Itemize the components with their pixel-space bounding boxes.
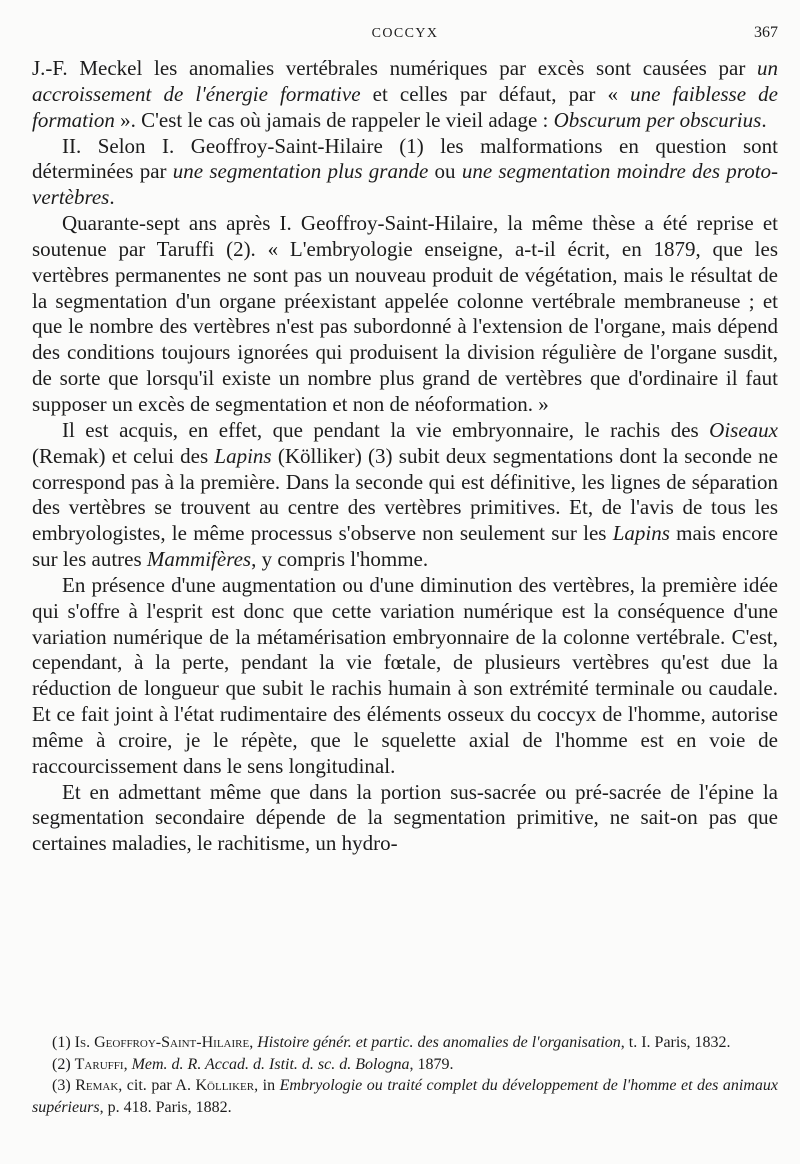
footnote [32, 1075, 778, 1118]
italic-text: Embryologie ou traité complet du développement de l'homme et des animaux supérieurs [32, 1077, 779, 1116]
author-name: Taruffi [74, 1055, 124, 1073]
running-head [32, 22, 778, 46]
paragraph [32, 418, 778, 573]
italic-text: Lapins [214, 443, 272, 468]
author-name: Is. Geoffroy-Saint-Hilaire [74, 1034, 250, 1051]
footnotes [32, 1032, 778, 1118]
text-run: J.-F. Meckel les anomalies vertébrales numériques par excès sont causées par [32, 56, 757, 80]
paragraph [32, 211, 778, 418]
author-name: Remak [75, 1077, 119, 1094]
text-run: II. Selon I. Geoffroy-Saint-Hilaire (1) les malformations en question sont déterminées par [32, 133, 778, 184]
italic-text: une segmentation plus grande [172, 159, 429, 184]
italic-text: Histoire génér. et partic. des anomalies de l'organisation [257, 1034, 621, 1051]
text-run: , t. I. Paris, 1832. [620, 1034, 731, 1051]
text-run: Et en admettant même que dans la portion sus-sacrée ou pré-sacrée de l'épine la segmentation secondaire dépende de la segmentation primitive, ne sait-on pas que certaines maladies, le rachitisme, un hydro- [32, 779, 778, 856]
text-run: mais encore sur les autres [32, 521, 778, 572]
text-run: (1) [52, 1034, 75, 1051]
page-number: 367 [754, 24, 778, 41]
text-run: En présence d'une augmentation ou d'une diminution des vertèbres, la première idée qui s'offre à l'esprit est donc que cette variation numérique est la conséquence d'une variation numérique de la métamérisation embryonnaire de la colonne vertébrale. C'est, cependant, à la perte, pendant la vie fœtale, de plusieurs vertèbres qu'est due la réduction de longueur que subit le rachis humain à son extrémité terminale ou caudale. Et ce fait joint à l'état rudimentaire des éléments osseux du coccyx de l'homme, autorise même à croire, je le répète, que le squelette axial de l'homme est en voie de raccourcissement dans le sens longitudinal. [32, 572, 778, 778]
paragraph [32, 780, 778, 858]
text-run: (Kölliker) (3) subit deux segmentations dont la seconde ne correspond pas à la première. Dans la seconde qui est définitive, les lignes de séparation des vertèbres se trouvent au centre des vertèbres primitives. Et, de l'avis de tous les embryologistes, le même processus s'observe non seulement sur les [32, 443, 778, 546]
author-name: Kölliker [195, 1077, 255, 1094]
text-run: , cit. par A. [118, 1077, 196, 1094]
text-run: , in [254, 1077, 280, 1094]
italic-text: Mammifères [146, 547, 252, 572]
text-run: (2) [52, 1055, 75, 1073]
text-run: . [761, 107, 767, 132]
text-run: ». C'est le cas où jamais de rappeler le vieil adage : [114, 107, 554, 132]
text-run: Il est acquis, en effet, que pendant la vie embryonnaire, le rachis des [62, 417, 710, 442]
footnote [32, 1032, 778, 1054]
italic-text: une faiblesse de formation [32, 81, 778, 132]
text-run: , 1879. [409, 1055, 454, 1073]
text-run: , p. 418. Paris, 1882. [99, 1098, 232, 1116]
body-text [32, 56, 778, 857]
paragraph [32, 573, 778, 780]
text-run: Quarante-sept ans après I. Geoffroy-Saint-Hilaire, la même thèse a été reprise et soutenue par Taruffi (2). « L'embryologie enseigne, a-t-il écrit, en 1879, que les vertèbres permanentes ne sont pas un nouveau produit de végétation, mais le résultat de la segmentation d'un organe préexistant appelée colonne vertébrale membraneuse ; et que le nombre des vertèbres n'est pas subordonné à l'extension de l'organe, mais dépend des conditions toujours ignorées qui produisent la division régulière de l'organe susdit, de sorte que lorsqu'il existe un nombre plus grand de vertèbres que d'ordinaire il faut supposer un excès de segmentation et non de néoformation. » [32, 211, 778, 416]
text-run: (Remak) et celui des [32, 443, 215, 468]
text-run: , [249, 1034, 258, 1051]
text-run: ou [428, 159, 462, 184]
paragraph [32, 56, 778, 134]
text-run: et celles par défaut, par « [360, 81, 631, 106]
paragraph [32, 134, 778, 212]
italic-text: un accroissement de l'énergie formative [32, 56, 778, 106]
text-run: , [123, 1055, 132, 1073]
footnote [32, 1054, 778, 1076]
text-run: . [109, 185, 115, 210]
running-title: COCCYX [371, 26, 439, 41]
italic-text: une segmentation moindre des proto-vertèbres [32, 159, 779, 210]
italic-text: Obscurum per obscurius [553, 107, 762, 132]
text-run: , y compris l'homme. [251, 547, 429, 572]
italic-text: Mem. d. R. Accad. d. Istit. d. sc. d. Bologna [131, 1055, 410, 1073]
text-run: (3) [52, 1077, 76, 1094]
italic-text: Lapins [612, 521, 670, 546]
italic-text: Oiseaux [709, 417, 778, 442]
